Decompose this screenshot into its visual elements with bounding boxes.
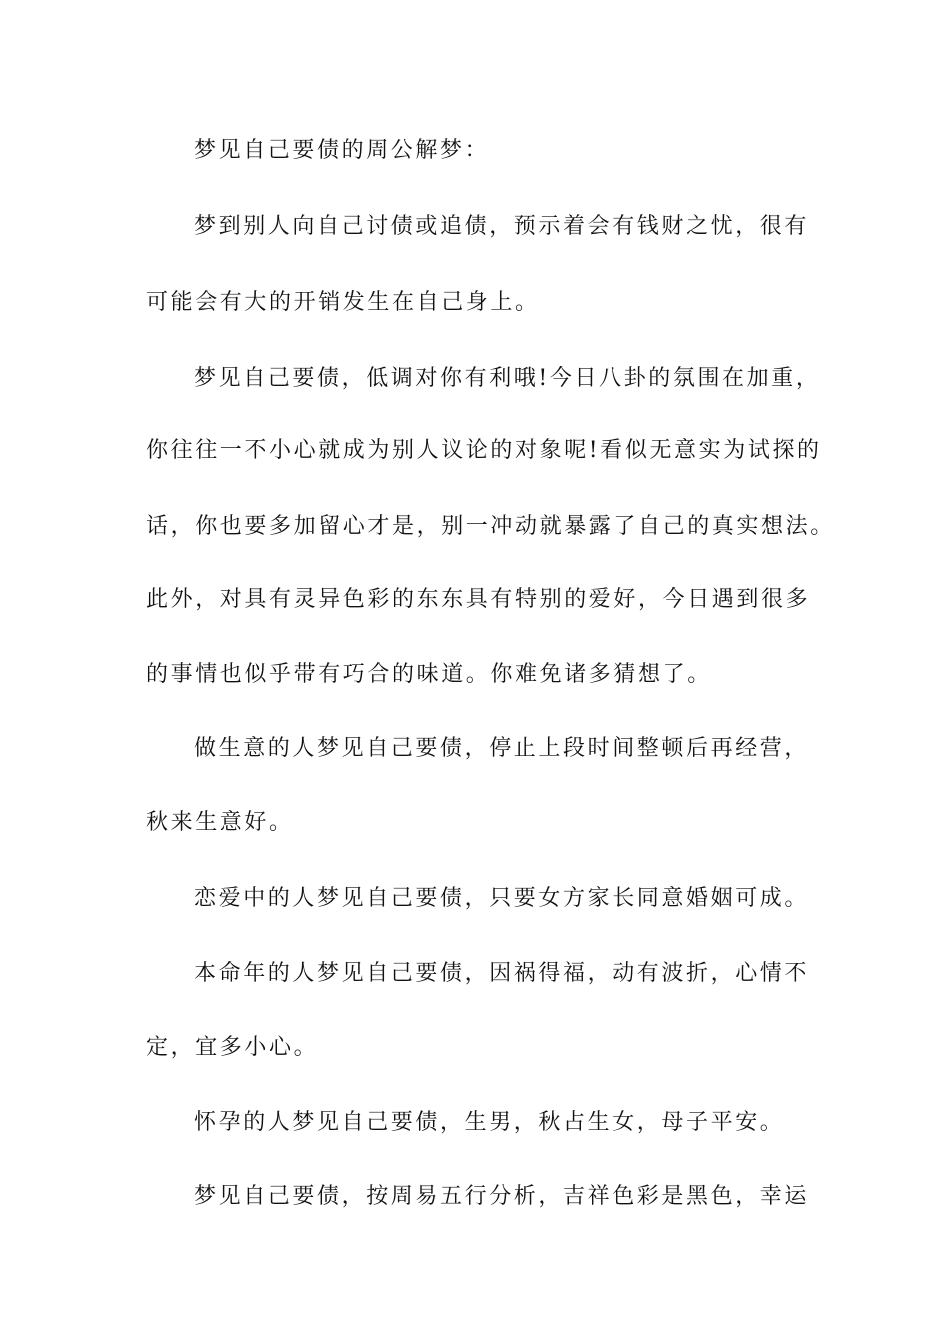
paragraph-line: 梦到别人向自己讨债或追债，预示着会有钱财之忧，很有 <box>194 214 810 239</box>
paragraph-line: 你往往一不小心就成为别人议论的对象呢!看似无意实为试探的 <box>146 438 822 463</box>
paragraph-line: 做生意的人梦见自己要债，停止上段时间整顿后再经营， <box>194 736 810 761</box>
paragraph-line: 可能会有大的开销发生在自己身上。 <box>146 290 540 315</box>
paragraph-line: 梦见自己要债，低调对你有利哦!今日八卦的氛围在加重， <box>194 366 821 391</box>
paragraph-line: 梦见自己要债，按周易五行分析，吉祥色彩是黑色，幸运 <box>194 1184 810 1209</box>
paragraph-line: 怀孕的人梦见自己要债，生男，秋占生女，母子平安。 <box>194 1110 785 1135</box>
paragraph-line: 话，你也要多加留心才是，别一冲动就暴露了自己的真实想法。 <box>146 514 835 539</box>
paragraph-line: 恋爱中的人梦见自己要债，只要女方家长同意婚姻可成。 <box>194 886 810 911</box>
paragraph-line: 本命年的人梦见自己要债，因祸得福，动有波折，心情不 <box>194 961 810 986</box>
paragraph-line: 的事情也似乎带有巧合的味道。你难免诸多猜想了。 <box>146 662 712 687</box>
paragraph-line: 定，宜多小心。 <box>146 1035 319 1060</box>
paragraph-line: 秋来生意好。 <box>146 810 294 835</box>
section-heading: 梦见自己要债的周公解梦： <box>194 138 490 163</box>
paragraph-line: 此外，对具有灵异色彩的东东具有特别的爱好，今日遇到很多 <box>146 587 811 612</box>
